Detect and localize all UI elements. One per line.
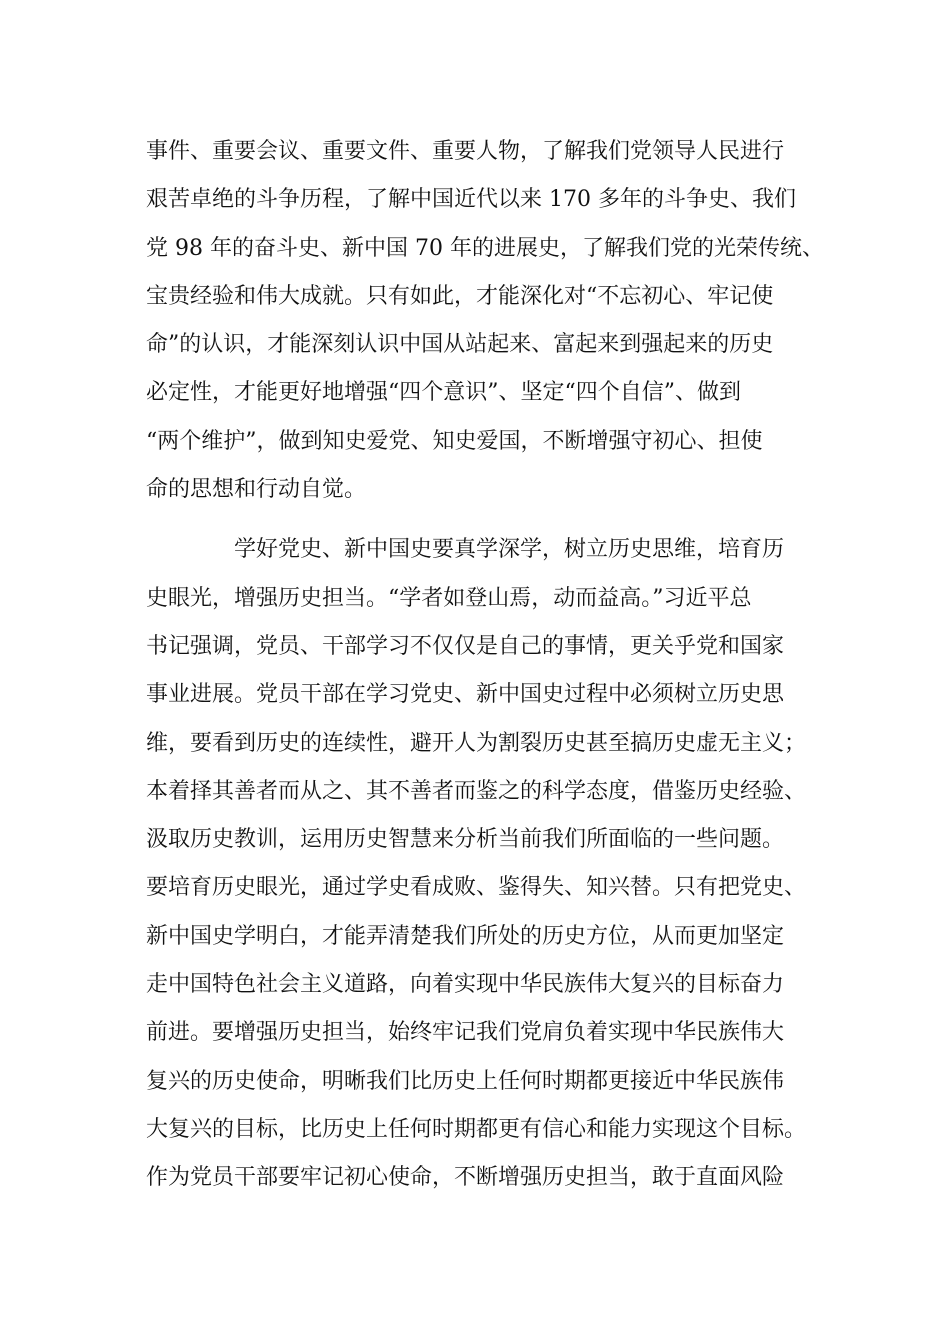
paragraph-2 <box>146 526 846 1202</box>
text-line: 大复兴的目标，比历史上任何时期都更有信心和能力实现这个目标。 <box>146 1116 807 1142</box>
text-line: “两个维护”，做到知史爱党、知史爱国，不断增强守初心、担使 <box>146 428 763 454</box>
text-line: 汲取历史教训，运用历史智慧来分析当前我们所面临的一些问题。 <box>146 827 785 853</box>
text-line: 前进。要增强历史担当，始终牢记我们党肩负着实现中华民族伟大 <box>146 1020 785 1046</box>
text-line-indented: 学好党史、新中国史要真学深学，树立历史思维，培育历 <box>234 537 785 563</box>
text-line: 艰苦卓绝的斗争历程，了解中国近代以来 170 多年的斗争史、我们 <box>146 187 796 213</box>
text-line: 宝贵经验和伟大成就。只有如此，才能深化对“不忘初心、牢记使 <box>146 283 774 309</box>
text-line: 走中国特色社会主义道路，向着实现中华民族伟大复兴的目标奋力 <box>146 972 785 998</box>
paragraph-1 <box>146 128 846 514</box>
text-line: 要培育历史眼光，通过学史看成败、鉴得失、知兴替。只有把党史、 <box>146 875 807 901</box>
text-line: 事业进展。党员干部在学习党史、新中国史过程中必须树立历史思 <box>146 682 785 708</box>
text-line: 维，要看到历史的连续性，避开人为割裂历史甚至搞历史虚无主义； <box>146 730 807 756</box>
text-line: 复兴的历史使命，明晰我们比历史上任何时期都更接近中华民族伟 <box>146 1068 785 1094</box>
text-line: 新中国史学明白，才能弄清楚我们所处的历史方位，从而更加坚定 <box>146 923 785 949</box>
paragraph-gap <box>146 514 846 526</box>
text-line: 史眼光，增强历史担当。“学者如登山焉，动而益高。”习近平总 <box>146 585 752 611</box>
text-line: 命”的认识，才能深刻认识中国从站起来、富起来到强起来的历史 <box>146 332 774 358</box>
text-line: 党 98 年的奋斗史、新中国 70 年的进展史，了解我们党的光荣传统、 <box>146 235 824 261</box>
text-line: 书记强调，党员、干部学习不仅仅是自己的事情，更关乎党和国家 <box>146 633 785 659</box>
text-line: 本着择其善者而从之、其不善者而鉴之的科学态度，借鉴历史经验、 <box>146 778 807 804</box>
document-body <box>146 128 846 1203</box>
text-line: 命的思想和行动自觉。 <box>146 477 367 503</box>
text-line: 必定性，才能更好地增强“四个意识”、坚定“四个自信”、做到 <box>146 380 741 406</box>
text-line: 作为党员干部要牢记初心使命，不断增强历史担当，敢于直面风险 <box>146 1165 785 1191</box>
text-line: 事件、重要会议、重要文件、重要人物，了解我们党领导人民进行 <box>146 139 785 164</box>
